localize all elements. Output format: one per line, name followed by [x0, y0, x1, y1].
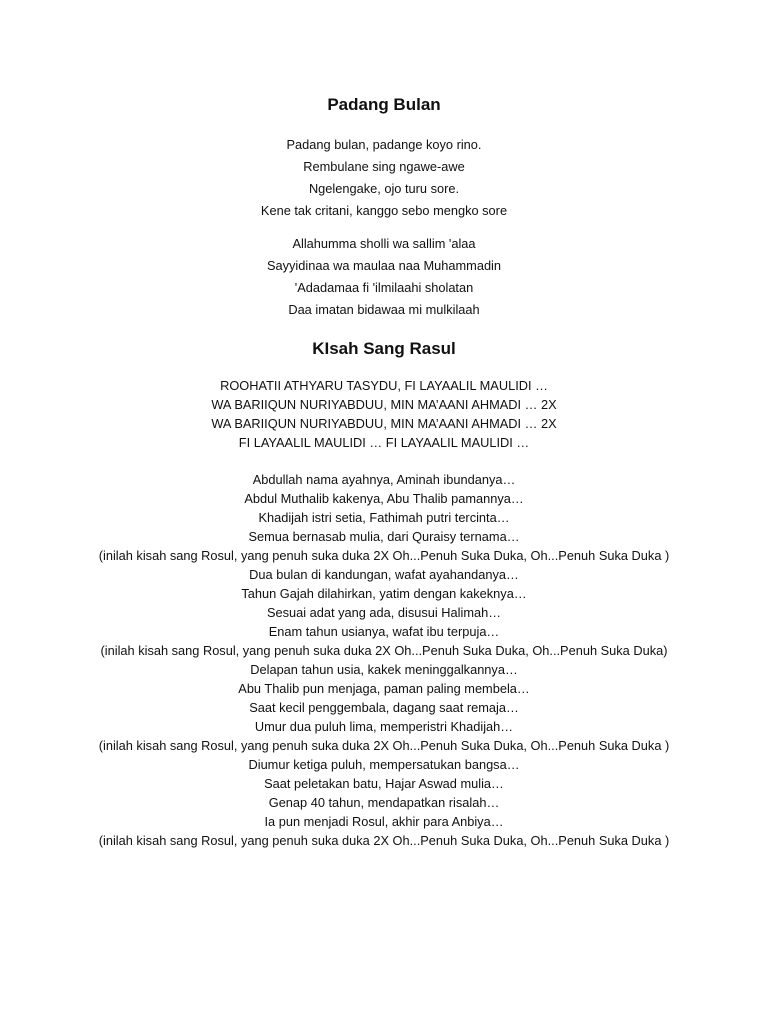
chorus-line: ROOHATII ATHYARU TASYDU, FI LAYAALIL MAULIDI …: [220, 378, 548, 393]
refrain-line: (inilah kisah sang Rosul, yang penuh suka duka 2X Oh...Penuh Suka Duka, Oh...Penuh Suka Duka ): [98, 833, 670, 848]
refrain-line: (inilah kisah sang Rosul, yang penuh suka duka 2X Oh...Penuh Suka Duka, Oh...Penuh Suka Duka ): [98, 548, 670, 563]
verse-line: Diumur ketiga puluh, mempersatukan bangsa…: [248, 757, 520, 772]
verse-line: Saat kecil penggembala, dagang saat remaja…: [249, 700, 519, 715]
verse-line: Enam tahun usianya, wafat ibu terpuja…: [268, 624, 500, 639]
lyric-line: Ngelengake, ojo turu sore.: [308, 181, 460, 196]
chorus-line: WA BARIIQUN NURIYABDUU, MIN MA’AANI AHMADI … 2X: [211, 397, 557, 412]
song-title-kisah-sang-rasul: KIsah Sang Rasul: [312, 339, 456, 358]
lyric-line: 'Adadamaa fi 'ilmilaahi sholatan: [294, 280, 474, 295]
lyric-line: Padang bulan, padange koyo rino.: [286, 137, 482, 152]
chorus-line: WA BARIIQUN NURIYABDUU, MIN MA’AANI AHMADI … 2X: [211, 416, 557, 431]
verse-line: Umur dua puluh lima, memperistri Khadijah…: [254, 719, 514, 734]
lyric-line: Kene tak critani, kanggo sebo mengko sore: [260, 203, 508, 218]
verse-line: Dua bulan di kandungan, wafat ayahandanya…: [249, 567, 519, 582]
lyric-line: Daa imatan bidawaa mi mulkilaah: [288, 302, 480, 317]
verse-line: Delapan tahun usia, kakek meninggalkannya…: [250, 662, 518, 677]
lyric-line: Sayyidinaa wa maulaa naa Muhammadin: [266, 258, 502, 273]
verse-line: Ia pun menjadi Rosul, akhir para Anbiya…: [264, 814, 504, 829]
verse-line: Saat peletakan batu, Hajar Aswad mulia…: [264, 776, 504, 791]
lyrics-stanza-1: [0, 136, 768, 224]
song-title-padang-bulan: Padang Bulan: [327, 95, 441, 114]
verse-line: Genap 40 tahun, mendapatkan risalah…: [268, 795, 500, 810]
refrain-line: (inilah kisah sang Rosul, yang penuh suka duka 2X Oh...Penuh Suka Duka, Oh...Penuh Suka Duka ): [98, 738, 670, 753]
lyrics-verses: [0, 471, 768, 851]
verse-line: Semua bernasab mulia, dari Quraisy ternama…: [248, 529, 520, 544]
lyric-line: Allahumma sholli wa sallim 'alaa: [292, 236, 476, 251]
verse-line: Sesuai adat yang ada, disusui Halimah…: [266, 605, 502, 620]
refrain-line: (inilah kisah sang Rosul, yang penuh suka duka 2X Oh...Penuh Suka Duka, Oh...Penuh Suka Duka): [100, 643, 668, 658]
verse-line: Abu Thalib pun menjaga, paman paling membela…: [238, 681, 530, 696]
verse-line: Tahun Gajah dilahirkan, yatim dengan kakeknya…: [241, 586, 527, 601]
lyrics-chorus: [0, 377, 768, 453]
verse-line: Abdul Muthalib kakenya, Abu Thalib pamannya…: [244, 491, 524, 506]
verse-line: Abdullah nama ayahnya, Aminah ibundanya…: [252, 472, 516, 487]
verse-line: Khadijah istri setia, Fathimah putri tercinta…: [258, 510, 510, 525]
chorus-line: FI LAYAALIL MAULIDI … FI LAYAALIL MAULIDI …: [238, 435, 530, 450]
lyrics-stanza-2: [0, 235, 768, 323]
lyric-line: Rembulane sing ngawe-awe: [303, 159, 465, 174]
